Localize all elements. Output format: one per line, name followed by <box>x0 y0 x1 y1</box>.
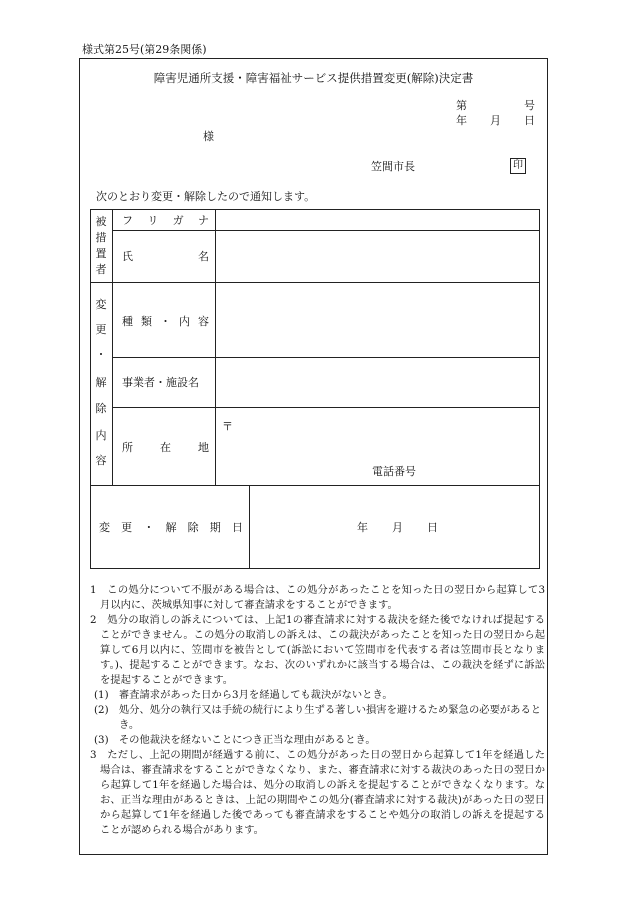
location-label: 所 在 地 <box>122 441 209 454</box>
change-group-char: 変 <box>95 298 107 311</box>
change-group-char: 除 <box>95 402 107 415</box>
name-label: 氏 名 <box>122 250 209 263</box>
note-item: 2 処分の取消しの訴えについては、上記1の審査請求に対する裁決を経た後でなければ提起することができません。この処分の取消しの訴えは、この裁決があったことを知った日の翌日から起算して6月以内に、笠間市を被告として(訴訟において笠間市を代表する者は笠間市長となります。)、提起することができます。なお、次のいずれかに該当する場合は、この裁決を経ずに訴訟を提起することができます。 <box>90 614 545 686</box>
addressee-suffix: 様 <box>203 130 214 143</box>
date-month: 月 <box>490 114 501 127</box>
furigana-label: フ リ ガ ナ <box>122 214 209 227</box>
facility-name-label: 事業者・施設名 <box>122 376 199 389</box>
change-date-month: 月 <box>392 521 403 534</box>
subject-group-char: 者 <box>95 263 107 276</box>
note-item: 1 この処分について不服がある場合は、この処分があったことを知った日の翌日から起算して3月以内に、茨城県知事に対して審査請求をすることができます。 <box>90 584 545 611</box>
details-table <box>90 209 540 569</box>
date-day: 日 <box>524 114 535 127</box>
subject-group-char: 置 <box>95 247 107 260</box>
subject-group-char: 被 <box>95 215 107 228</box>
change-group-char: 解 <box>95 376 107 389</box>
postal-mark: 〒 <box>222 420 233 433</box>
subject-group-char: 措 <box>95 231 107 244</box>
intro-text: 次のとおり変更・解除したので通知します。 <box>96 190 316 203</box>
notes-section <box>90 583 545 838</box>
note-item: 3 ただし、上記の期間が経過する前に、この処分があった日の翌日から起算して1年を経過した場合は、審査請求をすることができなくなり、また、審査請求に対する裁決のあった日の翌日から起算して1年を経過した場合は、処分の取消しの訴えを提起することができなくなります。なお、正当な理由があるときは、上記の期間やこの処分(審査請求に対する裁決)があった日の翌日から起算して1年を経過した後であっても審査請求をすることや処分の取消しの訴えを提起することが認められる場合があります。 <box>90 749 545 836</box>
sub-note-item: (1) 審査請求があった日から3月を経過しても裁決がないとき。 <box>94 689 393 701</box>
phone-label: 電話番号 <box>372 465 416 478</box>
sub-note-item: (3) その他裁決を経ないことにつき正当な理由があるとき。 <box>94 734 376 746</box>
document-title: 障害児通所支援・障害福祉サービス提供措置変更(解除)決定書 <box>153 71 474 85</box>
change-date-day: 日 <box>427 521 438 534</box>
date-year: 年 <box>456 114 467 127</box>
issuer-name: 笠間市長 <box>371 160 415 173</box>
change-group-char: 更 <box>95 323 107 336</box>
form-number-label: 様式第25号(第29条関係) <box>82 43 207 56</box>
change-date-year: 年 <box>357 521 368 534</box>
number-prefix: 第 <box>456 99 467 112</box>
sub-note-item: (2) 処分、処分の執行又は手続の続行により生ずる著しい損害を避けるため緊急の必要があるとき。 <box>94 704 542 731</box>
change-group-char: 内 <box>95 429 107 442</box>
change-group-char: ・ <box>95 348 107 361</box>
number-suffix: 号 <box>524 99 535 112</box>
seal-mark: 印 <box>510 158 526 174</box>
change-group-char: 容 <box>95 454 107 467</box>
change-date-label: 変 更 ・ 解 除 期 日 <box>99 521 243 534</box>
type-content-label: 種 類 ・ 内 容 <box>122 315 209 328</box>
